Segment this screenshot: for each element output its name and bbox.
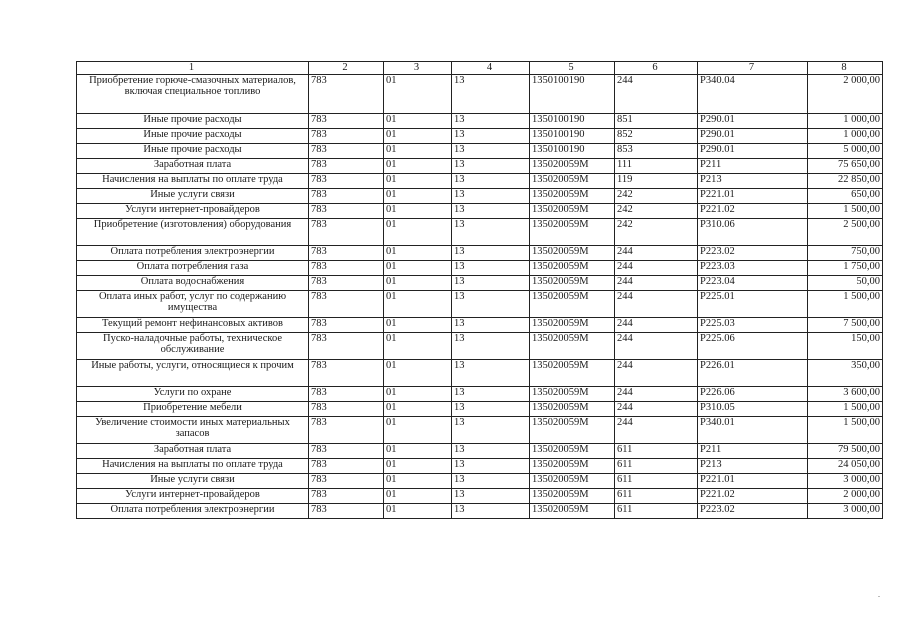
expense-name: Приобретение (изготовления) оборудования	[77, 219, 309, 246]
expense-type-code: 244	[615, 402, 698, 417]
section-code: 01	[384, 504, 452, 519]
expense-type-code: 611	[615, 489, 698, 504]
table-row	[77, 114, 883, 129]
target-item-code: 1350100190	[530, 129, 615, 144]
expense-type-code: 111	[615, 159, 698, 174]
kosgu-code: Р290.01	[698, 144, 808, 159]
expense-type-code: 244	[615, 360, 698, 387]
amount: 3 000,00	[808, 474, 883, 489]
agency-code: 783	[309, 318, 384, 333]
expense-name: Оплата иных работ, услуг по содержанию имущества	[77, 291, 309, 318]
kosgu-code: Р310.06	[698, 219, 808, 246]
expense-type-code: 242	[615, 204, 698, 219]
target-item-code: 135020059М	[530, 246, 615, 261]
kosgu-code: Р223.03	[698, 261, 808, 276]
subsection-code: 13	[452, 246, 530, 261]
col-header-8: 8	[808, 62, 883, 75]
expense-type-code: 611	[615, 444, 698, 459]
expense-type-code: 851	[615, 114, 698, 129]
expense-name: Пуско-наладочные работы, техническое обслуживание	[77, 333, 309, 360]
kosgu-code: Р290.01	[698, 129, 808, 144]
table-row	[77, 144, 883, 159]
amount: 3 000,00	[808, 504, 883, 519]
expense-name: Иные прочие расходы	[77, 144, 309, 159]
target-item-code: 135020059М	[530, 159, 615, 174]
agency-code: 783	[309, 459, 384, 474]
amount: 75 650,00	[808, 159, 883, 174]
target-item-code: 135020059М	[530, 174, 615, 189]
agency-code: 783	[309, 489, 384, 504]
subsection-code: 13	[452, 333, 530, 360]
expense-name: Заработная плата	[77, 159, 309, 174]
expense-name: Заработная плата	[77, 444, 309, 459]
subsection-code: 13	[452, 489, 530, 504]
kosgu-code: Р226.06	[698, 387, 808, 402]
expense-name: Иные услуги связи	[77, 474, 309, 489]
target-item-code: 135020059М	[530, 333, 615, 360]
expense-type-code: 244	[615, 387, 698, 402]
section-code: 01	[384, 174, 452, 189]
expense-name: Иные прочие расходы	[77, 114, 309, 129]
col-header-3: 3	[384, 62, 452, 75]
target-item-code: 135020059М	[530, 318, 615, 333]
table-row	[77, 318, 883, 333]
table-row	[77, 291, 883, 318]
col-header-2: 2	[309, 62, 384, 75]
kosgu-code: Р213	[698, 174, 808, 189]
expense-type-code: 611	[615, 474, 698, 489]
subsection-code: 13	[452, 75, 530, 114]
target-item-code: 135020059М	[530, 417, 615, 444]
target-item-code: 1350100190	[530, 114, 615, 129]
section-code: 01	[384, 474, 452, 489]
subsection-code: 13	[452, 219, 530, 246]
subsection-code: 13	[452, 360, 530, 387]
amount: 1 000,00	[808, 129, 883, 144]
section-code: 01	[384, 459, 452, 474]
target-item-code: 135020059М	[530, 219, 615, 246]
section-code: 01	[384, 261, 452, 276]
section-code: 01	[384, 276, 452, 291]
agency-code: 783	[309, 444, 384, 459]
amount: 1 750,00	[808, 261, 883, 276]
target-item-code: 135020059М	[530, 504, 615, 519]
table-row	[77, 489, 883, 504]
subsection-code: 13	[452, 129, 530, 144]
expense-name: Услуги интернет-провайдеров	[77, 489, 309, 504]
agency-code: 783	[309, 360, 384, 387]
table-row	[77, 261, 883, 276]
col-header-4: 4	[452, 62, 530, 75]
amount: 79 500,00	[808, 444, 883, 459]
expense-name: Услуги по охране	[77, 387, 309, 402]
expense-type-code: 244	[615, 276, 698, 291]
table-row	[77, 504, 883, 519]
agency-code: 783	[309, 261, 384, 276]
subsection-code: 13	[452, 114, 530, 129]
agency-code: 783	[309, 129, 384, 144]
subsection-code: 13	[452, 174, 530, 189]
scan-speck	[878, 596, 880, 597]
subsection-code: 13	[452, 504, 530, 519]
table-row	[77, 333, 883, 360]
table-row	[77, 174, 883, 189]
agency-code: 783	[309, 417, 384, 444]
expense-name: Оплата потребления электроэнергии	[77, 504, 309, 519]
agency-code: 783	[309, 114, 384, 129]
subsection-code: 13	[452, 318, 530, 333]
agency-code: 783	[309, 174, 384, 189]
target-item-code: 135020059М	[530, 189, 615, 204]
target-item-code: 135020059М	[530, 276, 615, 291]
subsection-code: 13	[452, 159, 530, 174]
expense-type-code: 244	[615, 261, 698, 276]
expense-name: Иные услуги связи	[77, 189, 309, 204]
amount: 22 850,00	[808, 174, 883, 189]
amount: 5 000,00	[808, 144, 883, 159]
table-row	[77, 246, 883, 261]
expense-type-code: 611	[615, 504, 698, 519]
agency-code: 783	[309, 204, 384, 219]
kosgu-code: Р213	[698, 459, 808, 474]
subsection-code: 13	[452, 444, 530, 459]
kosgu-code: Р221.01	[698, 189, 808, 204]
kosgu-code: Р340.01	[698, 417, 808, 444]
kosgu-code: Р225.06	[698, 333, 808, 360]
agency-code: 783	[309, 504, 384, 519]
table-row	[77, 474, 883, 489]
expense-type-code: 244	[615, 291, 698, 318]
amount: 2 500,00	[808, 219, 883, 246]
target-item-code: 135020059М	[530, 261, 615, 276]
expense-type-code: 242	[615, 219, 698, 246]
kosgu-code: Р225.03	[698, 318, 808, 333]
amount: 7 500,00	[808, 318, 883, 333]
agency-code: 783	[309, 189, 384, 204]
agency-code: 783	[309, 402, 384, 417]
section-code: 01	[384, 444, 452, 459]
kosgu-code: Р225.01	[698, 291, 808, 318]
subsection-code: 13	[452, 144, 530, 159]
expense-name: Текущий ремонт нефинансовых активов	[77, 318, 309, 333]
section-code: 01	[384, 291, 452, 318]
section-code: 01	[384, 204, 452, 219]
table-row	[77, 159, 883, 174]
section-code: 01	[384, 333, 452, 360]
expense-type-code: 852	[615, 129, 698, 144]
kosgu-code: Р310.05	[698, 402, 808, 417]
kosgu-code: Р223.02	[698, 504, 808, 519]
agency-code: 783	[309, 144, 384, 159]
amount: 24 050,00	[808, 459, 883, 474]
subsection-code: 13	[452, 459, 530, 474]
expense-type-code: 244	[615, 417, 698, 444]
kosgu-code: Р223.02	[698, 246, 808, 261]
expense-type-code: 611	[615, 459, 698, 474]
table-row	[77, 459, 883, 474]
section-code: 01	[384, 360, 452, 387]
expense-type-code: 244	[615, 246, 698, 261]
table-row	[77, 204, 883, 219]
expense-name: Начисления на выплаты по оплате труда	[77, 459, 309, 474]
table-row	[77, 129, 883, 144]
table-row	[77, 387, 883, 402]
agency-code: 783	[309, 333, 384, 360]
amount: 3 600,00	[808, 387, 883, 402]
kosgu-code: Р226.01	[698, 360, 808, 387]
subsection-code: 13	[452, 261, 530, 276]
table-row	[77, 444, 883, 459]
section-code: 01	[384, 219, 452, 246]
target-item-code: 135020059М	[530, 444, 615, 459]
amount: 750,00	[808, 246, 883, 261]
table-row	[77, 75, 883, 114]
target-item-code: 135020059М	[530, 360, 615, 387]
col-header-5: 5	[530, 62, 615, 75]
amount: 1 500,00	[808, 291, 883, 318]
col-header-6: 6	[615, 62, 698, 75]
table-row	[77, 189, 883, 204]
table-row	[77, 402, 883, 417]
section-code: 01	[384, 159, 452, 174]
amount: 350,00	[808, 360, 883, 387]
target-item-code: 1350100190	[530, 144, 615, 159]
target-item-code: 135020059М	[530, 291, 615, 318]
kosgu-code: Р211	[698, 444, 808, 459]
expense-name: Приобретение мебели	[77, 402, 309, 417]
amount: 1 500,00	[808, 204, 883, 219]
col-header-1: 1	[77, 62, 309, 75]
section-code: 01	[384, 75, 452, 114]
expense-type-code: 244	[615, 75, 698, 114]
kosgu-code: Р223.04	[698, 276, 808, 291]
amount: 1 000,00	[808, 114, 883, 129]
subsection-code: 13	[452, 417, 530, 444]
amount: 1 500,00	[808, 417, 883, 444]
expense-name: Оплата потребления газа	[77, 261, 309, 276]
kosgu-code: Р221.02	[698, 204, 808, 219]
section-code: 01	[384, 489, 452, 504]
expense-name: Услуги интернет-провайдеров	[77, 204, 309, 219]
expense-type-code: 853	[615, 144, 698, 159]
agency-code: 783	[309, 387, 384, 402]
amount: 2 000,00	[808, 489, 883, 504]
agency-code: 783	[309, 246, 384, 261]
expense-name: Оплата водоснабжения	[77, 276, 309, 291]
subsection-code: 13	[452, 276, 530, 291]
section-code: 01	[384, 144, 452, 159]
agency-code: 783	[309, 75, 384, 114]
kosgu-code: Р211	[698, 159, 808, 174]
budget-table	[76, 61, 883, 519]
target-item-code: 135020059М	[530, 402, 615, 417]
subsection-code: 13	[452, 204, 530, 219]
amount: 2 000,00	[808, 75, 883, 114]
kosgu-code: Р221.01	[698, 474, 808, 489]
expense-type-code: 119	[615, 174, 698, 189]
target-item-code: 135020059М	[530, 474, 615, 489]
expense-type-code: 244	[615, 318, 698, 333]
kosgu-code: Р221.02	[698, 489, 808, 504]
section-code: 01	[384, 114, 452, 129]
agency-code: 783	[309, 291, 384, 318]
table-header-row	[77, 62, 883, 75]
expense-type-code: 242	[615, 189, 698, 204]
subsection-code: 13	[452, 402, 530, 417]
table-row	[77, 417, 883, 444]
amount: 50,00	[808, 276, 883, 291]
expense-name: Оплата потребления электроэнергии	[77, 246, 309, 261]
amount: 150,00	[808, 333, 883, 360]
expense-name: Иные прочие расходы	[77, 129, 309, 144]
expense-name: Увеличение стоимости иных материальных запасов	[77, 417, 309, 444]
section-code: 01	[384, 189, 452, 204]
section-code: 01	[384, 387, 452, 402]
subsection-code: 13	[452, 387, 530, 402]
table-row	[77, 276, 883, 291]
subsection-code: 13	[452, 189, 530, 204]
section-code: 01	[384, 318, 452, 333]
table-row	[77, 219, 883, 246]
target-item-code: 135020059М	[530, 204, 615, 219]
target-item-code: 1350100190	[530, 75, 615, 114]
target-item-code: 135020059М	[530, 459, 615, 474]
section-code: 01	[384, 129, 452, 144]
kosgu-code: Р340.04	[698, 75, 808, 114]
agency-code: 783	[309, 474, 384, 489]
subsection-code: 13	[452, 474, 530, 489]
expense-name: Начисления на выплаты по оплате труда	[77, 174, 309, 189]
table-row	[77, 360, 883, 387]
section-code: 01	[384, 246, 452, 261]
section-code: 01	[384, 402, 452, 417]
agency-code: 783	[309, 159, 384, 174]
subsection-code: 13	[452, 291, 530, 318]
target-item-code: 135020059М	[530, 387, 615, 402]
expense-type-code: 244	[615, 333, 698, 360]
amount: 1 500,00	[808, 402, 883, 417]
col-header-7: 7	[698, 62, 808, 75]
target-item-code: 135020059М	[530, 489, 615, 504]
kosgu-code: Р290.01	[698, 114, 808, 129]
expense-name: Приобретение горюче-смазочных материалов, включая специальное топливо	[77, 75, 309, 114]
amount: 650,00	[808, 189, 883, 204]
agency-code: 783	[309, 219, 384, 246]
expense-name: Иные работы, услуги, относящиеся к прочим	[77, 360, 309, 387]
agency-code: 783	[309, 276, 384, 291]
section-code: 01	[384, 417, 452, 444]
